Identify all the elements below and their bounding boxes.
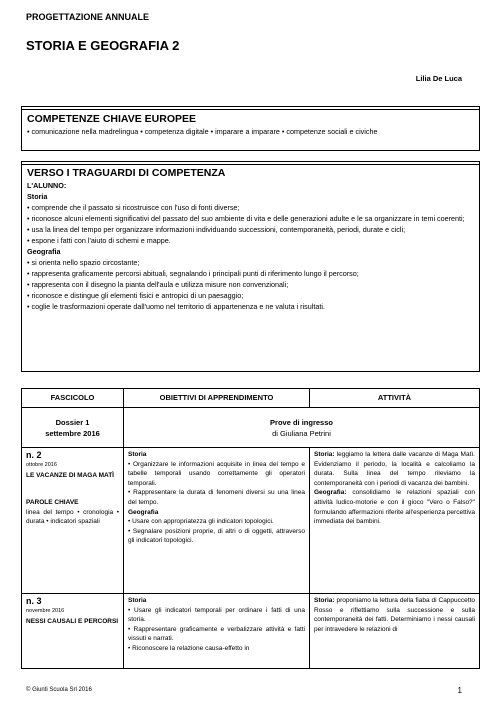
attivita-cell [310,594,480,669]
attivita-text: consolidiamo le relazioni spaziali con attività ludico-motorie e con il gioco "Vero o Falso?" formulando affermazioni riferite all'esperienza percettiva immediata dei bambini. [314,489,475,526]
geografia-label: Geografia [27,247,61,256]
prove-title: Prove di ingresso [270,417,333,427]
obiettivi-cell [124,448,310,594]
storia-item: • riconosce alcuni elementi significativi del passato del suo ambiente di vita e delle generazioni adulte e le sa organizzare in temi coerenti; [27,214,465,223]
attivita-paragraph [314,488,475,526]
obiettivi-item: • Rappresentare la durata di fenomeni diversi su una linea del tempo. [128,489,305,506]
competenze-text: • comunicazione nella madrelingua • competenza digitale • imparare a imparare • competenze sociali e civiche [27,127,378,136]
keywords-label: PAROLE CHIAVE [26,499,79,507]
issue-title: NESSI CAUSALI E PERCORSI [26,617,119,625]
attivita-label: Storia: [314,597,335,604]
attivita-label: Storia: [314,451,335,458]
traguardi-body [27,180,475,312]
attivita-text: leggiamo la lettera dalle vacanze di Maga Matì. Evidenziamo il periodo, la località e calcoliamo la durata. Sulla linea del tempo rileviamo la contemporaneità con i periodi di vacanza dei bambini. [314,451,475,487]
author-name: Lilia De Luca [415,74,462,83]
dossier-title: Dossier 1 [55,417,90,427]
traguardi-box [21,161,480,372]
program-table [21,388,480,669]
geografia-item: • rappresenta graficamente percorsi abituali, segnalando i principali punti di riferimento lungo il percorso; [27,269,359,278]
obiettivi-item: • Segnalare posizioni proprie, di altri o di oggetti, attraverso gli indicatori topologici. [128,527,305,545]
obiettivi-item: • Usare con appropriatezza gli indicatori topologici. [128,518,274,526]
keywords-text: linea del tempo • cronologia • durata • indicatori spaziali [26,508,119,526]
table-header-row [22,389,480,408]
attivita-cell [310,448,480,594]
obiettivi-label: Storia [128,597,147,604]
column-header-attivita: ATTIVITÀ [310,389,480,408]
column-header-fascicolo: FASCICOLO [22,389,124,408]
attivita-label: Geografia: [314,489,347,497]
obiettivi-item: • Riconoscere la relazione causa-effetto in [128,644,250,652]
traguardi-heading: VERSO I TRAGUARDI DI COMPETENZA [27,167,226,179]
storia-item: • espone i fatti con l'aiuto di schemi e mappe. [27,236,171,245]
obiettivi-item: • Organizzare le informazioni acquisite in linea del tempo e tabelle temporali usando correttamente gli operatori temporali. [128,460,305,487]
obiettivi-cell [124,594,310,669]
obiettivi-item: • Usare gli indicatori temporali per ordinare i fatti di una storia. [128,606,305,624]
attivita-paragraph [314,596,475,634]
issue-month: novembre 2016 [26,608,65,614]
issue-number: n. 2 [26,450,42,460]
page-number: 1 [457,686,462,695]
geografia-item: • rappresenta con il disegno la pianta dell'aula e utilizza misure non convenzionali; [27,280,289,289]
storia-item: • comprende che il passato si ricostruisce con l'uso di fonti diverse; [27,203,240,212]
traguardi-intro: L'ALUNNO: [27,181,67,190]
geografia-item: • si orienta nello spazio circostante; [27,258,140,267]
document-label: PROGETTAZIONE ANNUALE [26,12,149,22]
attivita-text: proponiamo la lettura della fiaba di Cappuccetto Rosso e riflettiamo sulla successione e sulla contemporaneità dei fatti. Determiniamo i nessi causali per intravedere le relazioni di [314,597,475,633]
fascicolo-cell [22,594,124,669]
issue-title: LE VACANZE DI MAGA MATÌ [26,471,114,479]
attivita-paragraph [314,450,475,488]
box-top-rule [22,162,479,165]
dossier-cell [22,408,124,448]
table-row [22,448,480,594]
obiettivi-item: • Rappresentare graficamente e verbalizzare attività e fatti vissuti e narrati. [128,625,305,643]
copyright-text: © Giunti Scuola Srl 2016 [26,687,92,693]
box-top-rule [22,107,479,110]
obiettivi-label: Storia [128,451,147,458]
issue-number: n. 3 [26,596,42,606]
geografia-item: • riconosce e distingue gli elementi fisici e antropici di un paesaggio; [27,291,244,300]
table-row [22,594,480,669]
competenze-heading: COMPETENZE CHIAVE EUROPEE [27,113,196,125]
prove-author: di Giuliana Petrini [272,428,331,438]
geografia-item: • coglie le trasformazioni operate dall'uomo nel territorio di appartenenza e ne valuta i risultati. [27,302,325,311]
competenze-box [21,106,480,151]
dossier-date: settembre 2016 [45,428,100,438]
storia-label: Storia [27,192,48,201]
issue-month: ottobre 2016 [26,462,57,468]
prove-cell [124,408,480,448]
table-row [22,408,480,448]
obiettivi-label: Geografia [128,508,159,516]
column-header-obiettivi: OBIETTIVI DI APPRENDIMENTO [124,389,310,408]
page-title: STORIA E GEOGRAFIA 2 [26,38,180,53]
storia-item: • usa la linea del tempo per organizzare informazioni individuando successioni, contemporaneità, periodi, durate e cicli; [27,225,406,234]
fascicolo-cell [22,448,124,594]
